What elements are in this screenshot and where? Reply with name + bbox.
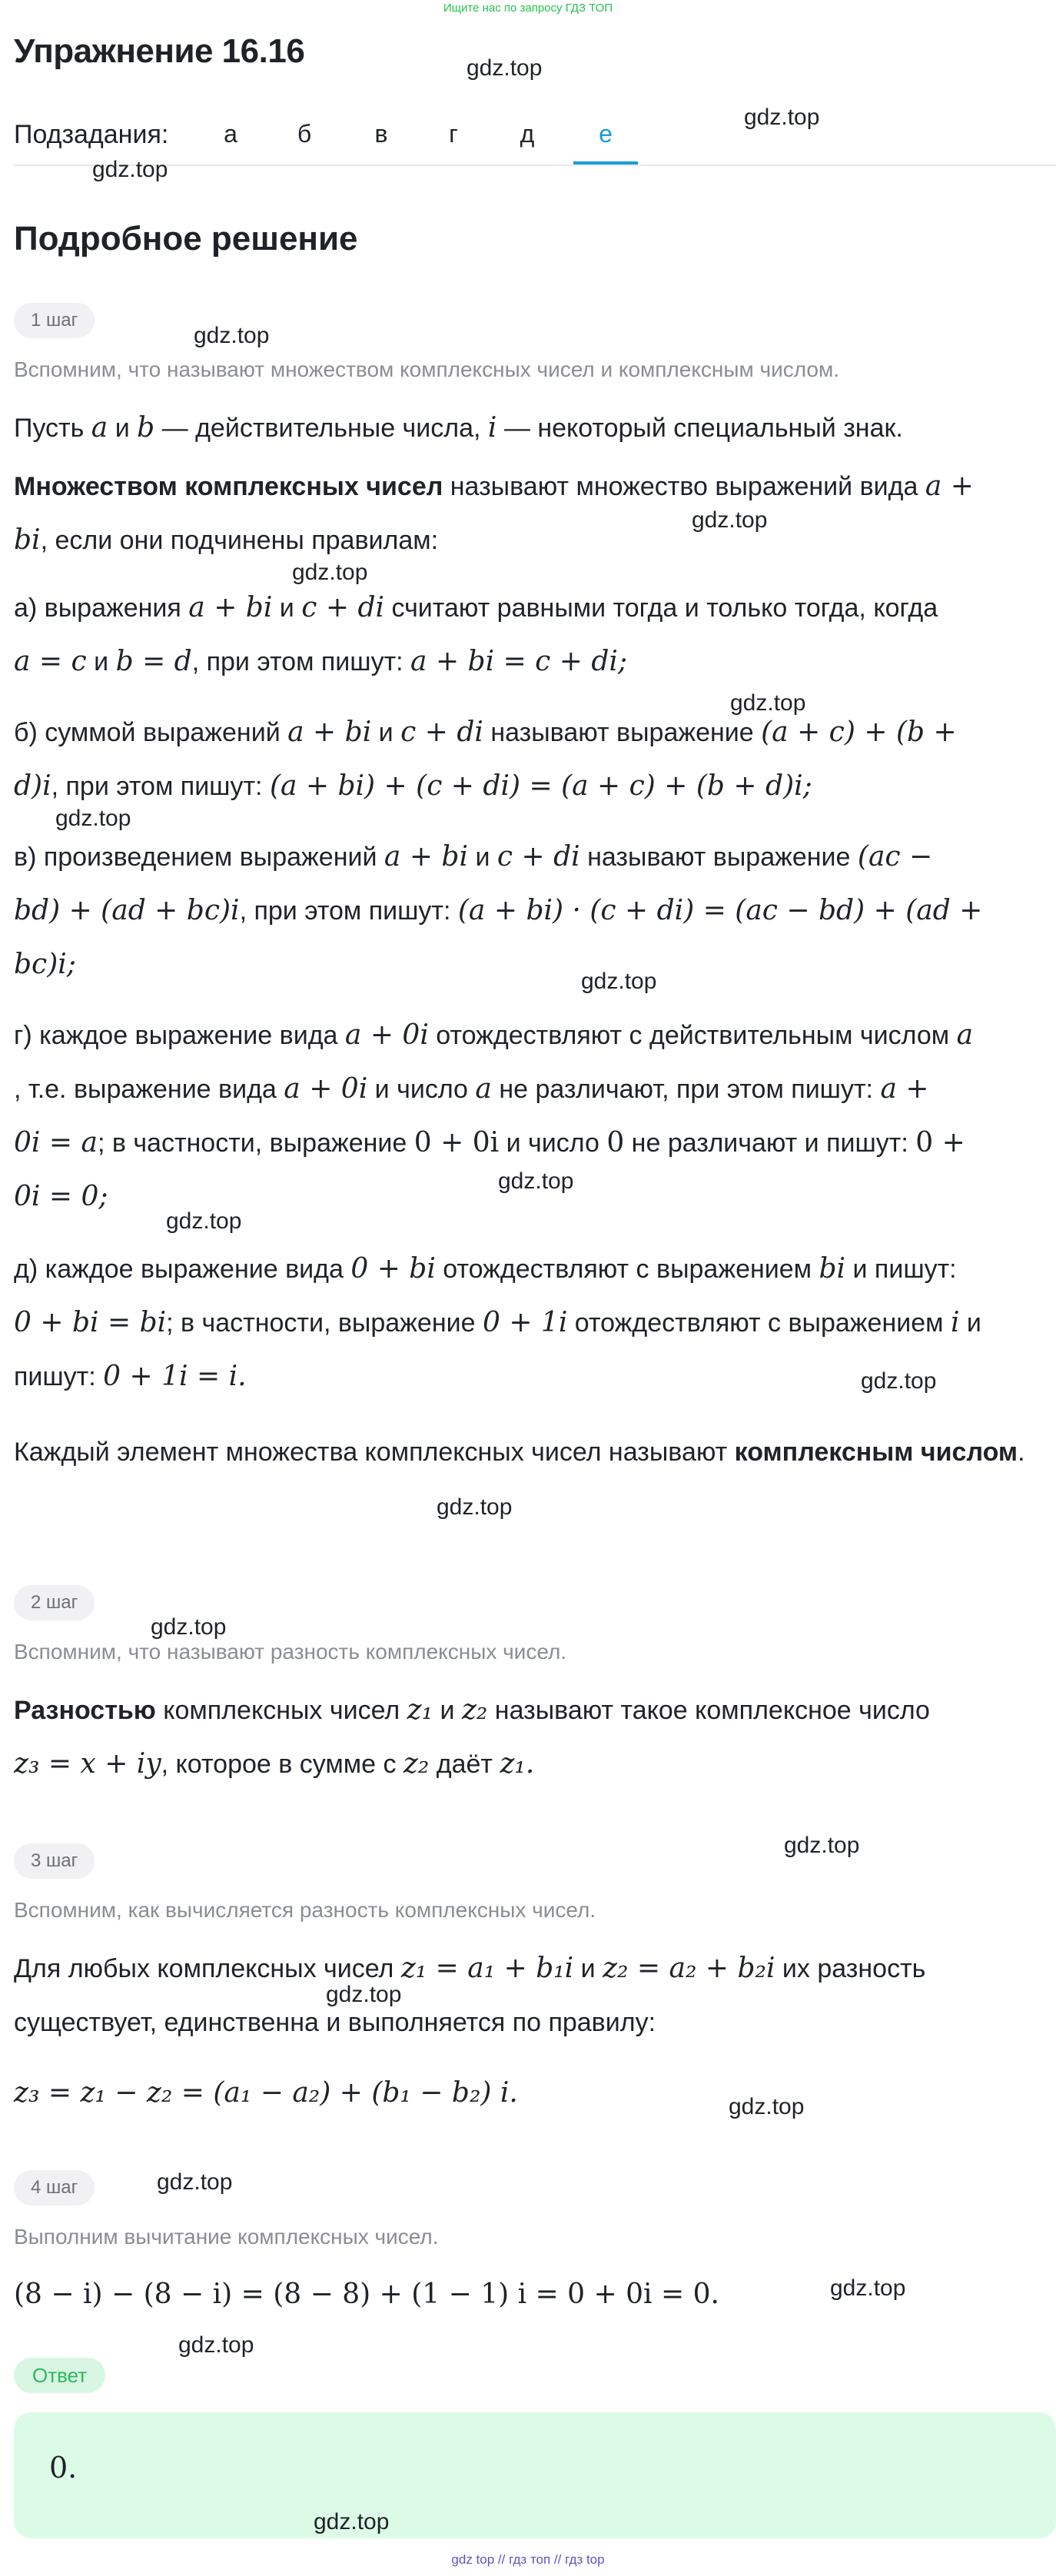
watermark: gdz.top: [498, 1168, 574, 1194]
step-1-hint: Вспомним, что называют множеством комплексных чисел и комплексным числом.: [14, 357, 840, 381]
watermark: gdz.top: [467, 55, 543, 81]
watermark: gdz.top: [692, 507, 768, 533]
watermark: gdz.top: [178, 2332, 254, 2358]
watermark: gdz.top: [437, 1494, 513, 1520]
tab-b[interactable]: б: [297, 120, 312, 148]
tab-v[interactable]: в: [374, 120, 388, 148]
search-banner[interactable]: Ищите нас по запросу ГДЗ ТОП: [443, 2, 613, 15]
tab-a[interactable]: а: [224, 120, 237, 148]
watermark: gdz.top: [830, 2275, 906, 2301]
watermark: gdz.top: [730, 690, 806, 716]
watermark: gdz.top: [166, 1208, 242, 1234]
complex-set-definition: Множеством комплексных чисел называют множество выражений вида a + bi, если они подчинены правилам:: [14, 470, 974, 556]
step-2-hint: Вспомним, что называют разность комплексных чисел.: [14, 1640, 567, 1664]
answer-value: 0.: [49, 2451, 78, 2485]
answer-badge: Ответ: [14, 2358, 105, 2393]
subtasks-label: Подзадания:: [14, 120, 169, 149]
watermark: gdz.top: [292, 560, 368, 585]
rule-e: д) каждое выражение вида 0 + bi отождествляют с выражением bi и пишут: 0 + bi = bi; в частности, выражение 0 + 1i отождествляют с выражением i и пишут: 0 + 1i = i.: [14, 1253, 981, 1392]
watermark: gdz.top: [861, 1368, 937, 1394]
watermark: gdz.top: [729, 2094, 805, 2119]
answer-box: [14, 2412, 1056, 2538]
watermark: gdz.top: [326, 1982, 402, 2007]
watermark: gdz.top: [314, 2509, 390, 2534]
rule-c: в) произведением выражений a + bi и c + di называют выражение (ac − bd) + (ad + bc)i, при этом пишут: (a + bi) · (c + di) = (ac − bd) + (ad + bc)i;: [14, 841, 983, 980]
watermark: gdz.top: [151, 1614, 227, 1640]
subtasks-nav: [14, 108, 1056, 166]
complex-number-definition: Каждый элемент множества комплексных чисел называют комплексным числом.: [14, 1438, 1025, 1467]
watermark: gdz.top: [194, 323, 270, 348]
tab-d[interactable]: д: [520, 120, 535, 148]
tab-g[interactable]: г: [449, 120, 458, 148]
difference-definition: Разностью комплексных чисел z₁ и z₂ называют такое комплексное число z₃ = x + iy, которое в сумме с z₂ даёт z₁.: [14, 1694, 930, 1780]
solution-heading: Подробное решение: [14, 220, 358, 258]
calculation: (8 − i) − (8 − i) = (8 − 8) + (1 − 1) i = 0 + 0i = 0.: [14, 2279, 719, 2310]
tab-e-active[interactable]: е: [573, 120, 638, 165]
step-1-badge: 1 шаг: [14, 303, 95, 338]
footer-links[interactable]: gdz top // гдз топ // гдз top: [451, 2552, 605, 2567]
step-3-hint: Вспомним, как вычисляется разность комплексных чисел.: [14, 1898, 596, 1922]
difference-formula: z₃ = z₁ − z₂ = (a₁ − a₂) + (b₁ − b₂) i.: [14, 2077, 518, 2109]
watermark: gdz.top: [92, 157, 168, 182]
step-3-badge: 3 шаг: [14, 1843, 95, 1879]
step-4-hint: Выполним вычитание комплексных чисел.: [14, 2225, 439, 2249]
rule-a: а) выражения a + bi и c + di считают равными тогда и только тогда, когда a = c и b = d, при этом пишут: a + bi = c + di;: [14, 592, 938, 677]
step-1-intro: Пусть a и b — действительные числа, i — некоторый специальный знак.: [14, 412, 903, 444]
step-2-badge: 2 шаг: [14, 1585, 95, 1620]
watermark: gdz.top: [55, 806, 131, 831]
watermark: gdz.top: [744, 105, 820, 130]
page-title: Упражнение 16.16: [14, 32, 305, 70]
watermark: gdz.top: [784, 1833, 860, 1858]
difference-rule-text: Для любых комплексных чисел z₁ = a₁ + b₁i и z₂ = a₂ + b₂i их разность существует, единственна и выполняется по правилу:: [14, 1953, 926, 2037]
step-4-badge: 4 шаг: [14, 2170, 95, 2205]
rule-b: б) суммой выражений a + bi и c + di называют выражение (a + c) + (b + d)i, при этом пишут: (a + bi) + (c + di) = (a + c) + (b + d)i;: [14, 716, 957, 802]
watermark: gdz.top: [581, 969, 657, 994]
watermark: gdz.top: [157, 2169, 233, 2195]
rule-d: г) каждое выражение вида a + 0i отождествляют с действительным числом a , т.е. выражение вида a + 0i и число a не различают, при этом пишут: a + 0i = a; в частности, выражение 0 + 0i и число 0 не различают и пишут: 0 + 0i = 0;: [14, 1019, 974, 1212]
